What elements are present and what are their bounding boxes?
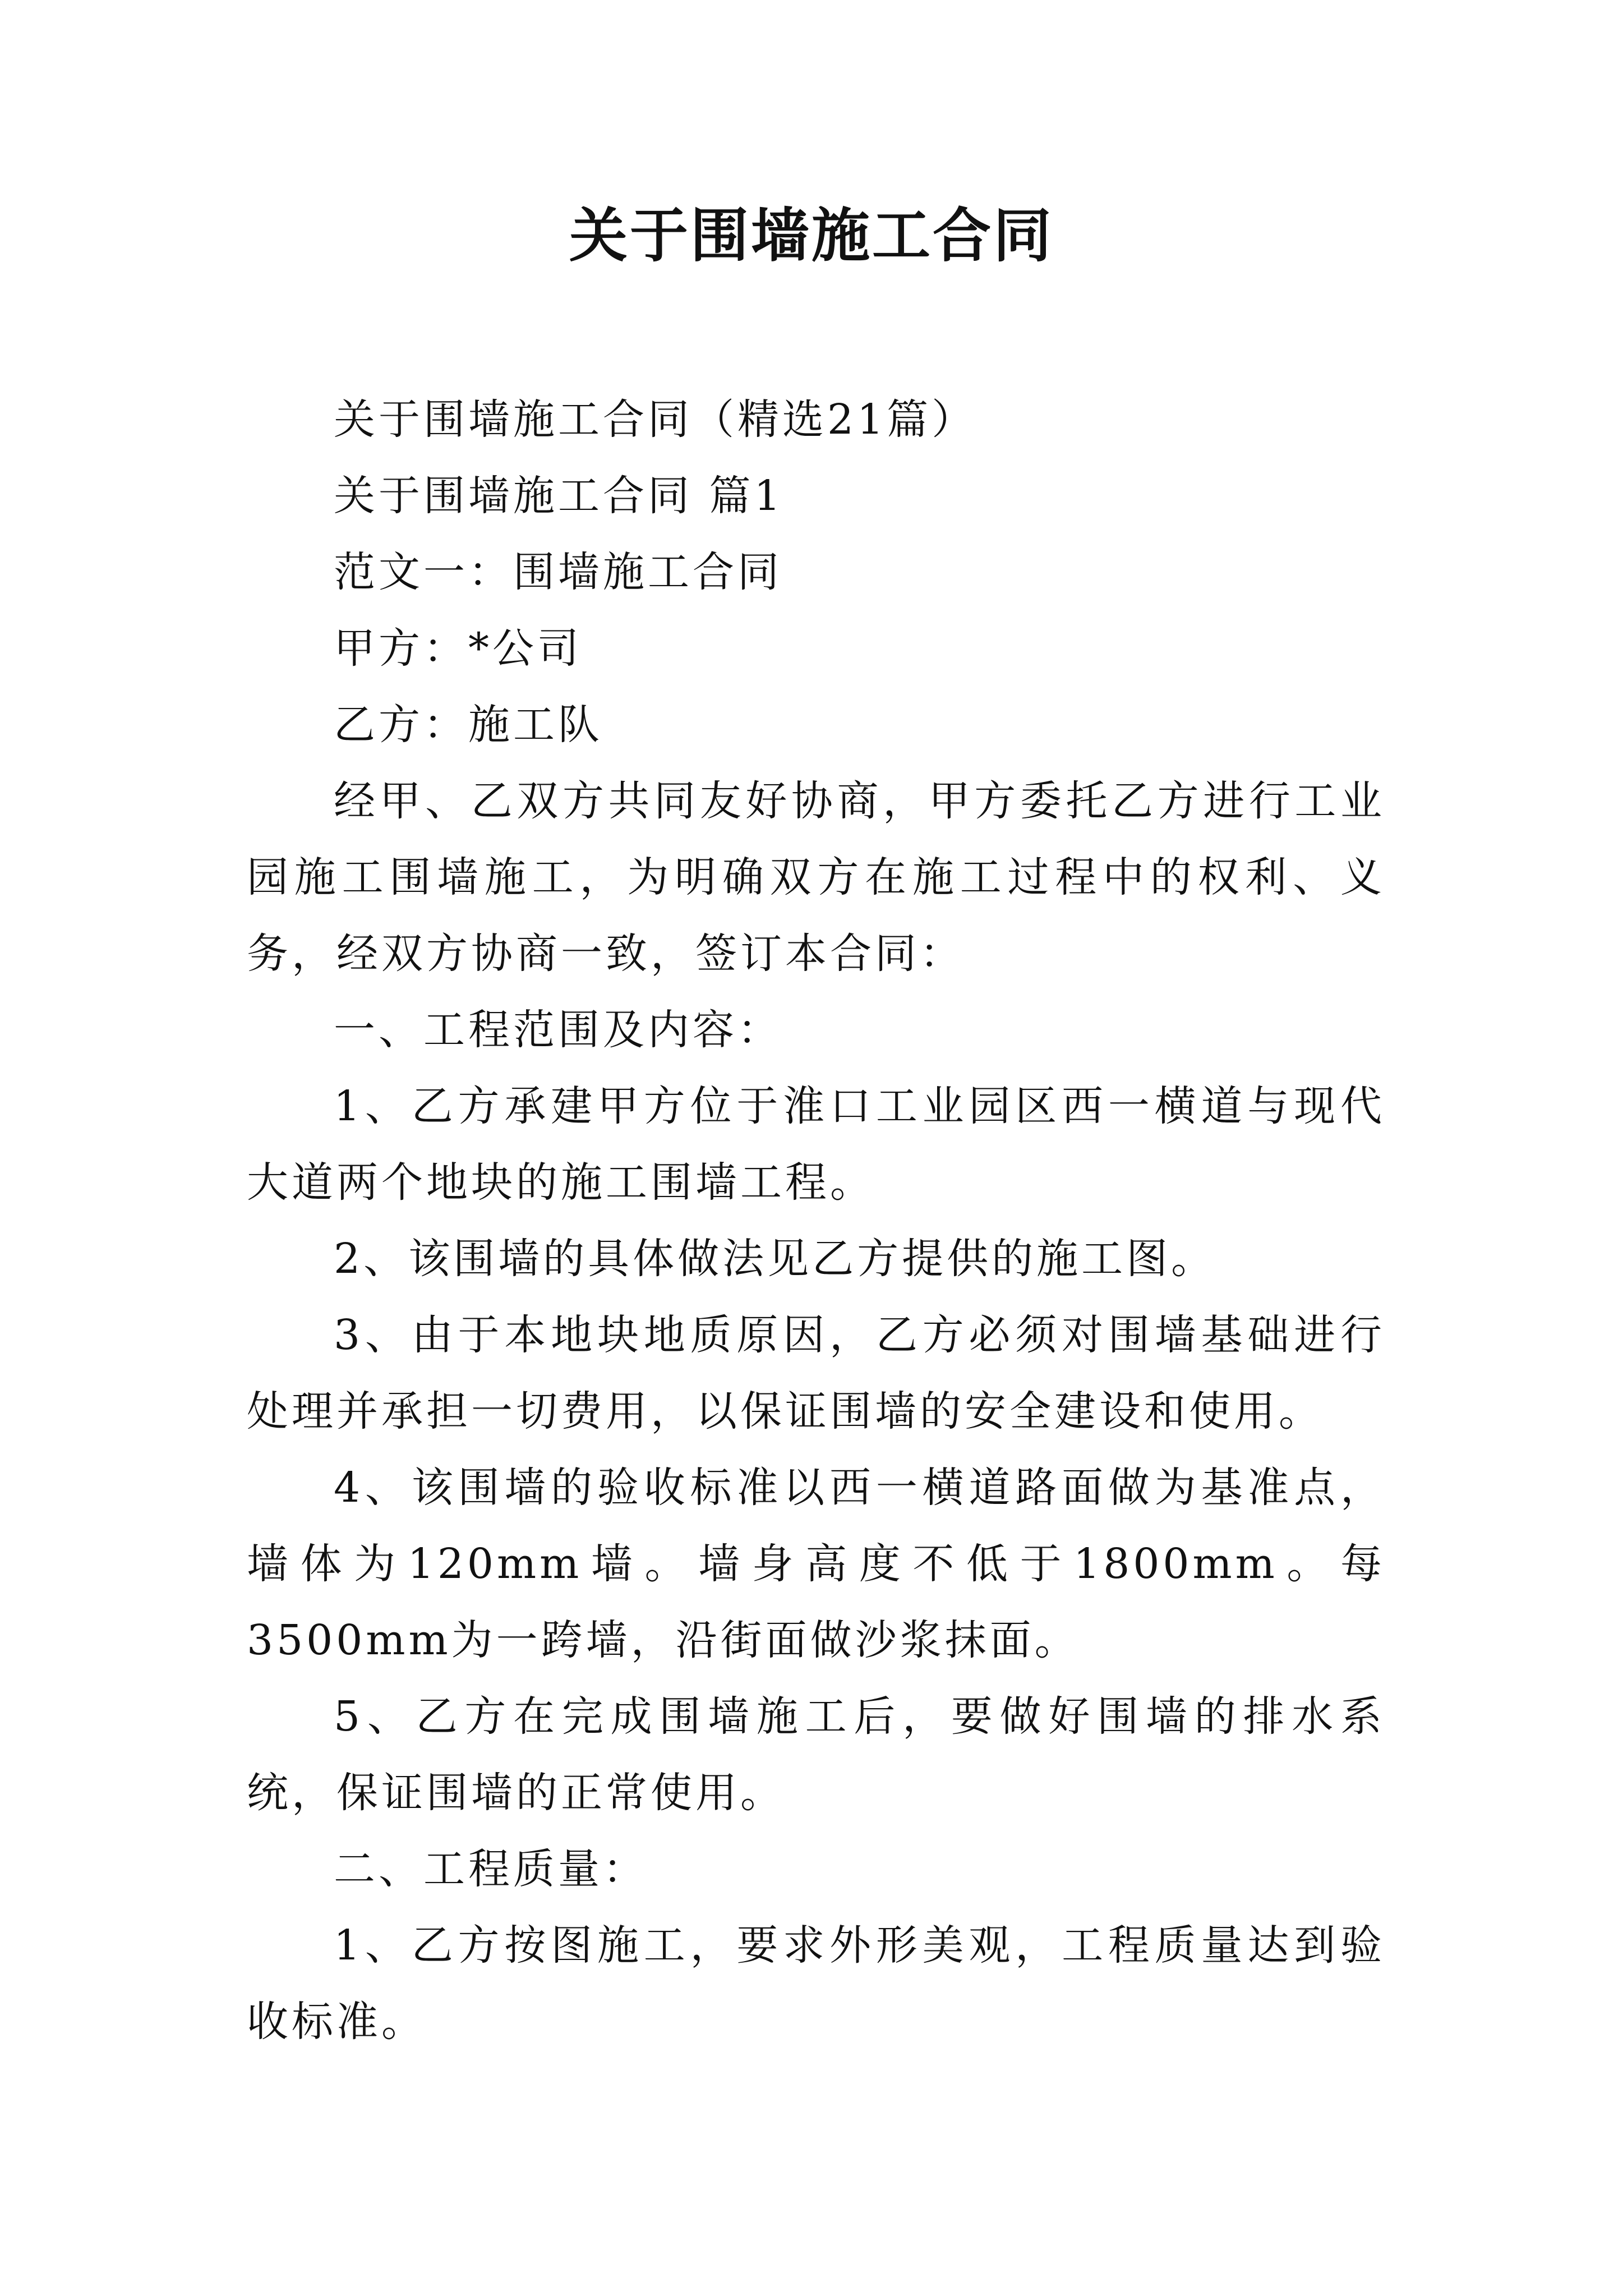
paragraph-section-label: 关于围墙施工合同 篇1 [334,472,784,520]
paragraph-heading: 关于围墙施工合同（精选21篇） [334,395,977,444]
paragraph-scope-item-3: 3、由于本地块地质原因，乙方必须对围墙基础进行处理并承担一切费用，以保证围墙的安全建设和使用。 [247,1311,1385,1435]
paragraph-scope-item-1: 1、乙方承建甲方位于淮口工业园区西一横道与现代大道两个地块的施工围墙工程。 [247,1082,1385,1207]
paragraph-scope-item-2: 2、该围墙的具体做法见乙方提供的施工图。 [334,1235,1216,1283]
paragraph-scope-item-4: 4、该围墙的验收标准以西一横道路面做为基准点，墙体为120mm墙。墙身高度不低于1800mm。每3500mm为一跨墙，沿街面做沙浆抹面。 [247,1464,1385,1664]
document-title: 关于围墙施工合同 [569,201,1054,270]
paragraph-preamble: 经甲、乙双方共同友好协商，甲方委托乙方进行工业园施工围墙施工，为明确双方在施工过程中的权利、义务，经双方协商一致，签订本合同： [247,777,1385,978]
paragraph-quality-heading: 二、工程质量： [334,1845,648,1893]
paragraph-scope-item-5: 5、乙方在完成围墙施工后，要做好围墙的排水系统，保证围墙的正常使用。 [247,1692,1385,1817]
paragraph-sample-title: 范文一：围墙施工合同 [334,548,782,596]
paragraph-party-a: 甲方：*公司 [334,624,582,673]
paragraph-scope-heading: 一、工程范围及内容： [334,1006,782,1054]
paragraph-party-b: 乙方：施工队 [334,701,603,749]
paragraph-quality-item-1: 1、乙方按图施工，要求外形美观，工程质量达到验收标准。 [247,1921,1385,2046]
document-body [247,381,1385,2060]
